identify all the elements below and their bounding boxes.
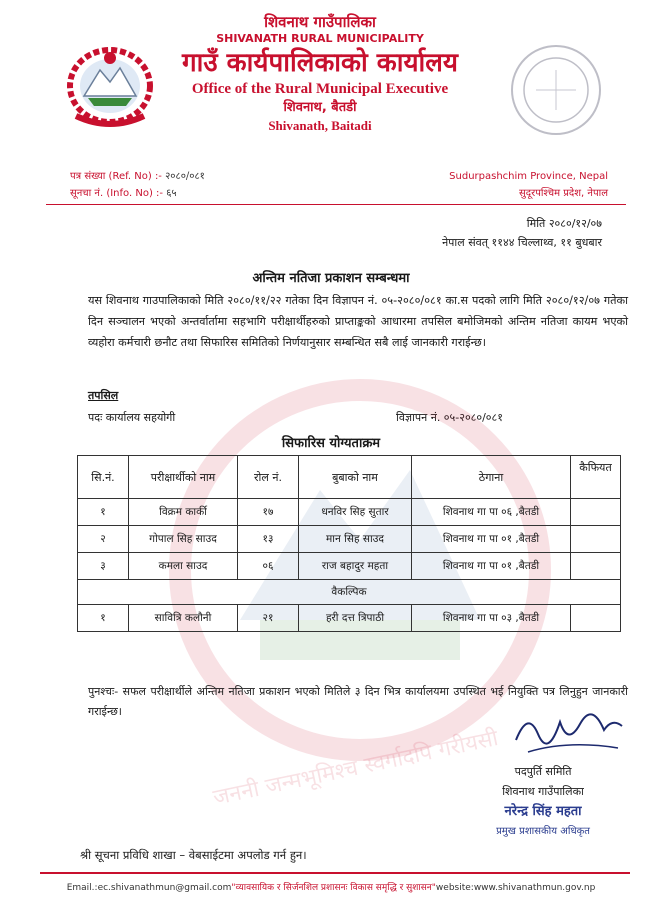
footer-slogan: "व्यावसायिक र सिर्जनशिल प्रशासनः विकास समृद्धि र सुशासन" [231,883,436,893]
date-nepal-sambat: नेपाल संवत् ११४४ चिल्लाथ्व, ११ बुधबार [442,236,602,249]
cell-sn: १ [78,499,129,526]
footer-email[interactable]: Email.:ec.shivanathmun@gmail.com [66,883,232,893]
office-name-np: गाउँ कार्यपालिकाको कार्यालय [182,48,458,78]
letterhead [160,12,480,134]
col-header-roll: रोल नं. [238,456,299,499]
cell-name: गोपाल सिह साउद [129,526,238,553]
date-block [442,214,602,252]
body-paragraph: यस शिवनाथ गाउपालिकाको मिति २०८०/११/२२ गतेका दिन विज्ञापन नं. ०५-२०८०/०८१ का.स पदको लागि मिति २०८०/१२/०७ गतेका दिन सञ्चालन भएको अन्तर्वार्तामा सहभागि परीक्षार्थीहरुको प्राप्ताङ्कको आधारमा तपसिल बमोजिमको अन्तिम नतिजा कायम भएको व्यहोरा कर्मचारी छनौट तथा सिफारिस समितिको निर्णयानुसार सम्बन्धित सबै लाई जानकारी गराईन्छ। [88,294,628,349]
watermark-motto: जननी जन्मभूमिश्च स्वर्गादपि गरीयसी [210,726,501,811]
post-name: पदः कार्यालय सहयोगी [88,411,176,424]
province-block [449,168,608,202]
cell-father: राज बहादुर महता [299,553,412,580]
cell-address: शिवनाथ गा पा ०१ ,बैतडी [412,526,571,553]
info-number-label: सूनचा नं. (Info. No) :- [70,188,164,199]
ref-number-value: २०८०/०८१ [165,171,205,182]
cell-address: शिवनाथ गा पा ०३ ,बैतडी [412,605,571,632]
cell-sn: ३ [78,553,129,580]
office-stamp-icon [506,40,606,140]
cell-father: धनविर सिह सुतार [299,499,412,526]
postscript-note: पुनश्चः- सफल परीक्षार्थीले अन्तिम नतिजा प्रकाशन भएको मितिले ३ दिन भित्र कार्यालयमा उपस्थित भई नियुक्ति पत्र लिनुहुन जानकारी गराईन्छ। [88,685,628,718]
col-header-address: ठेगाना [412,456,571,499]
signatory-name: नरेन्द्र सिंह महता [504,804,582,819]
cell-roll: १७ [238,499,299,526]
cell-address: शिवनाथ गा पा ०१ ,बैतडी [412,553,571,580]
signatory-municipality: शिवनाथ गाउँपालिका [502,785,584,798]
handwritten-signature-icon [508,700,628,760]
committee-name: पदपुर्ति समिति [514,765,572,778]
cell-father: हरी दत्त त्रिपाठी [299,605,412,632]
cell-roll: ०६ [238,553,299,580]
info-number-value: ६५ [166,188,177,199]
footer-website[interactable]: website:www.shivanathmun.gov.np [435,883,596,893]
cell-remarks [571,499,621,526]
letter-subject: अन्तिम नतिजा प्रकाशन सम्बन्धमा [252,271,410,286]
office-name-en: Office of the Rural Municipal Executive [191,81,449,97]
province-en: Sudurpashchim Province, Nepal [449,171,608,182]
footer [0,880,662,893]
alternate-label: वैकल्पिक [78,580,621,605]
cell-roll: १३ [238,526,299,553]
info-number-row [70,185,205,202]
advertisement-number: विज्ञापन नं. ०५-२०८०/०८१ [396,411,503,424]
cell-name: कमला साउद [129,553,238,580]
table-row [78,553,621,580]
cell-father: मान सिह साउद [299,526,412,553]
col-header-name: परीक्षार्थीको नाम [129,456,238,499]
col-header-father: बुबाको नाम [299,456,412,499]
signature-block [496,762,590,842]
footer-divider [40,872,630,874]
col-header-sn: सि.नं. [78,456,129,499]
table-header-row [78,456,621,499]
table-row [78,499,621,526]
result-table [77,455,621,632]
table-title: सिफारिस योग्यताक्रम [281,436,381,451]
cell-sn: २ [78,526,129,553]
place-np: शिवनाथ, बैतडी [283,100,357,115]
cell-name: सावित्रि कलौनी [129,605,238,632]
cell-remarks [571,553,621,580]
municipality-name-np: शिवनाथ गाउँपालिका [264,13,376,31]
cell-roll: २१ [238,605,299,632]
table-row [78,526,621,553]
header-divider [46,204,626,205]
nepal-emblem-icon [62,40,158,130]
table-row [78,605,621,632]
province-np: सुदूरपश्चिम प्रदेश, नेपाल [519,188,608,199]
ref-number-label: पत्र संख्या (Ref. No) :- [70,171,162,182]
cell-remarks [571,605,621,632]
cell-address: शिवनाथ गा पा ०६ ,बैतडी [412,499,571,526]
reference-block [70,168,205,202]
cell-remarks [571,526,621,553]
municipality-name-en: SHIVANATH RURAL MUNICIPALITY [216,32,424,45]
col-header-remarks: कैफियत [571,456,621,499]
alternate-label-row [78,580,621,605]
ref-number-row [70,168,205,185]
signatory-title: प्रमुख प्रशासकीय अधिकृत [496,826,590,837]
details-heading: तपसिल [88,389,119,402]
it-section-note: श्री सूचना प्रविधि शाखा – वेबसाईटमा अपलोड गर्न हुन। [80,848,307,862]
date-bs: मिति २०८०/१२/०७ [526,217,602,230]
place-en: Shivanath, Baitadi [268,118,372,133]
cell-sn: १ [78,605,129,632]
cell-name: विक्रम कार्की [129,499,238,526]
